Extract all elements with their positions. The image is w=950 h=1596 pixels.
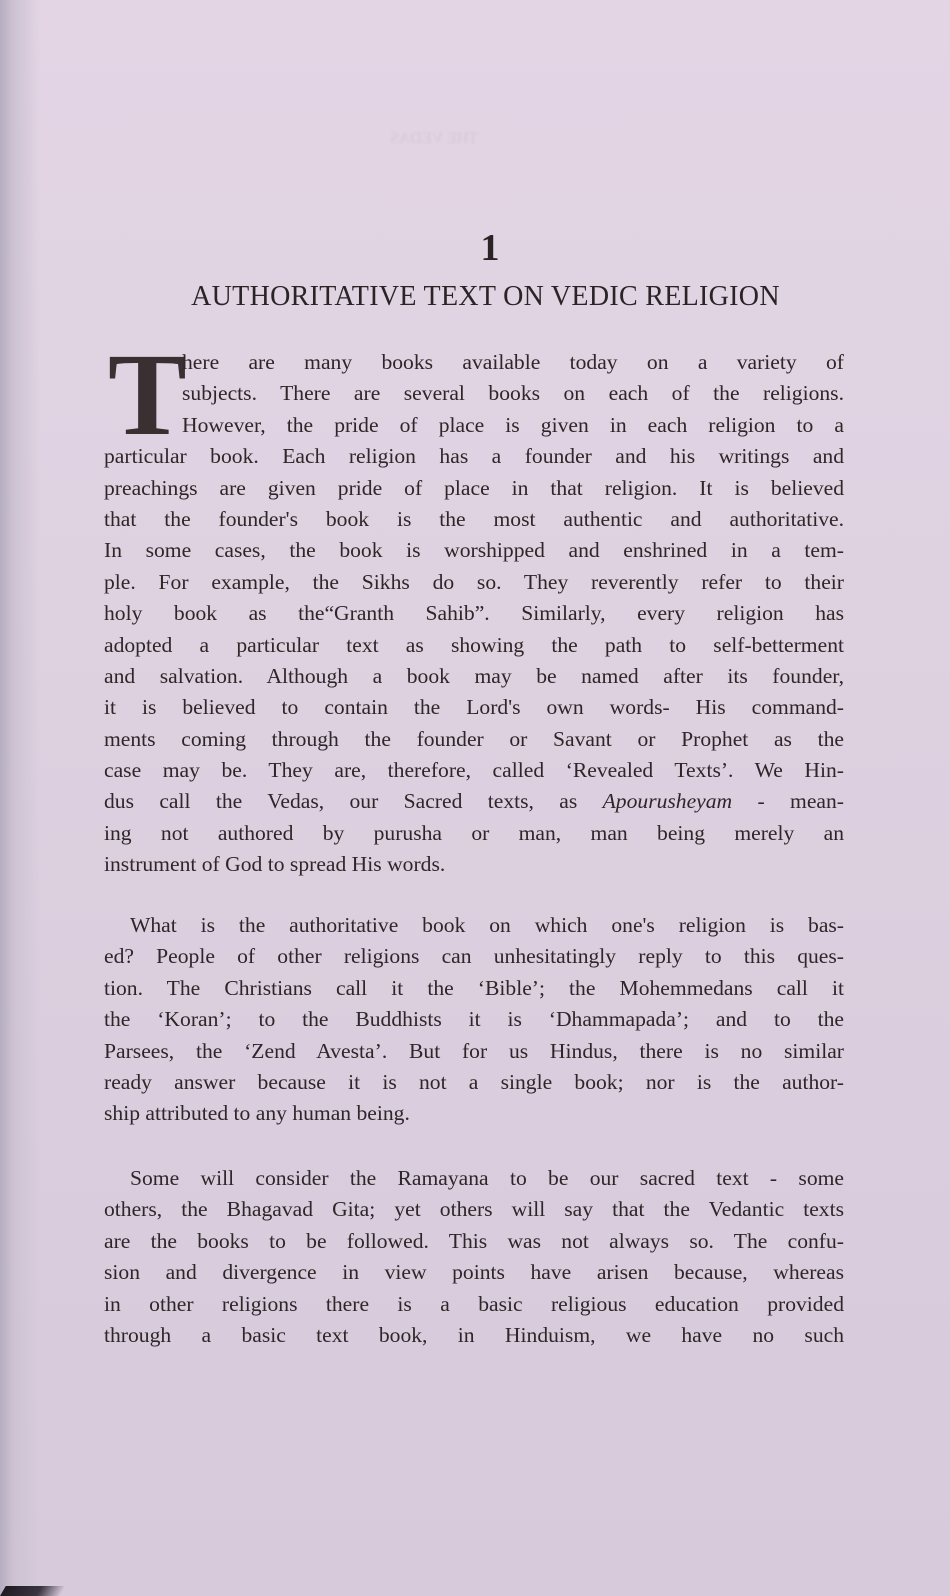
- text-line: ments coming through the founder or Savant or Prophet as the: [104, 726, 844, 751]
- text-segment: dus call the Vedas, our Sacred texts, as: [104, 789, 578, 814]
- text-line: However, the pride of place is given in each religion to a: [182, 412, 844, 437]
- text-line: Some will consider the Ramayana to be our sacred text - some: [130, 1166, 844, 1190]
- text-line: sion and divergence in view points have arisen because, whereas: [104, 1260, 844, 1285]
- text-line: ing not authored by purusha or man, man being merely an: [104, 820, 844, 845]
- text-segment: - mean-: [732, 789, 844, 814]
- text-line: it is believed to contain the Lord's own words- His command-: [104, 695, 844, 720]
- text-line: case may be. They are, therefore, called ‘Revealed Texts’. We Hin-: [104, 758, 844, 783]
- bleed-through-heading: THE VEDAS: [390, 130, 479, 147]
- text-line: in other religions there is a basic religious education provided: [104, 1291, 844, 1316]
- italic-term: Apourusheyam: [602, 789, 733, 814]
- text-line: subjects. There are several books on each of the religions.: [182, 381, 844, 406]
- text-line: the ‘Koran’; to the Buddhists it is ‘Dhammapada’; and to the: [104, 1007, 844, 1032]
- text-line: Parsees, the ‘Zend Avesta’. But for us Hindus, there is no similar: [104, 1038, 844, 1063]
- paragraph-2: [104, 910, 844, 1130]
- text-line-with-italic: [104, 786, 844, 817]
- text-line: and salvation. Although a book may be named after its founder,: [104, 663, 844, 688]
- paragraph-3: [104, 1163, 844, 1351]
- text-line: tion. The Christians call it the ‘Bible’; the Mohemmedans call it: [104, 975, 844, 1000]
- text-line: through a basic text book, in Hinduism, we have no such: [104, 1322, 844, 1347]
- text-line: instrument of God to spread His words.: [104, 852, 446, 877]
- text-line: others, the Bhagavad Gita; yet others will say that the Vedantic texts: [104, 1197, 844, 1222]
- text-line: ple. For example, the Sikhs do so. They reverently refer to their: [104, 569, 844, 594]
- text-line: ready answer because it is not a single book; nor is the author-: [104, 1069, 844, 1094]
- book-cover-edge: [0, 1586, 66, 1596]
- text-line: are the books to be followed. This was not always so. The confu-: [104, 1228, 844, 1253]
- text-line: that the founder's book is the most authentic and authoritative.: [104, 506, 844, 531]
- chapter-title: AUTHORITATIVE TEXT ON VEDIC RELIGION: [191, 281, 780, 312]
- text-line: preachings are given pride of place in that religion. It is believed: [104, 475, 844, 500]
- text-line: holy book as the“Granth Sahib”. Similarly, every religion has: [104, 601, 844, 626]
- text-line: In some cases, the book is worshipped and enshrined in a tem-: [104, 538, 844, 563]
- text-line: particular book. Each religion has a founder and his writings and: [104, 444, 844, 469]
- text-line: here are many books available today on a variety of: [182, 350, 844, 374]
- text-line: What is the authoritative book on which one's religion is bas-: [130, 913, 844, 937]
- drop-cap: T: [108, 329, 187, 460]
- text-line: ship attributed to any human being.: [104, 1101, 410, 1126]
- paragraph-1: [104, 329, 844, 881]
- text-line: ed? People of other religions can unhesitatingly reply to this ques-: [104, 944, 844, 969]
- text-line: adopted a particular text as showing the path to self-betterment: [104, 632, 844, 657]
- chapter-number: 1: [480, 227, 500, 269]
